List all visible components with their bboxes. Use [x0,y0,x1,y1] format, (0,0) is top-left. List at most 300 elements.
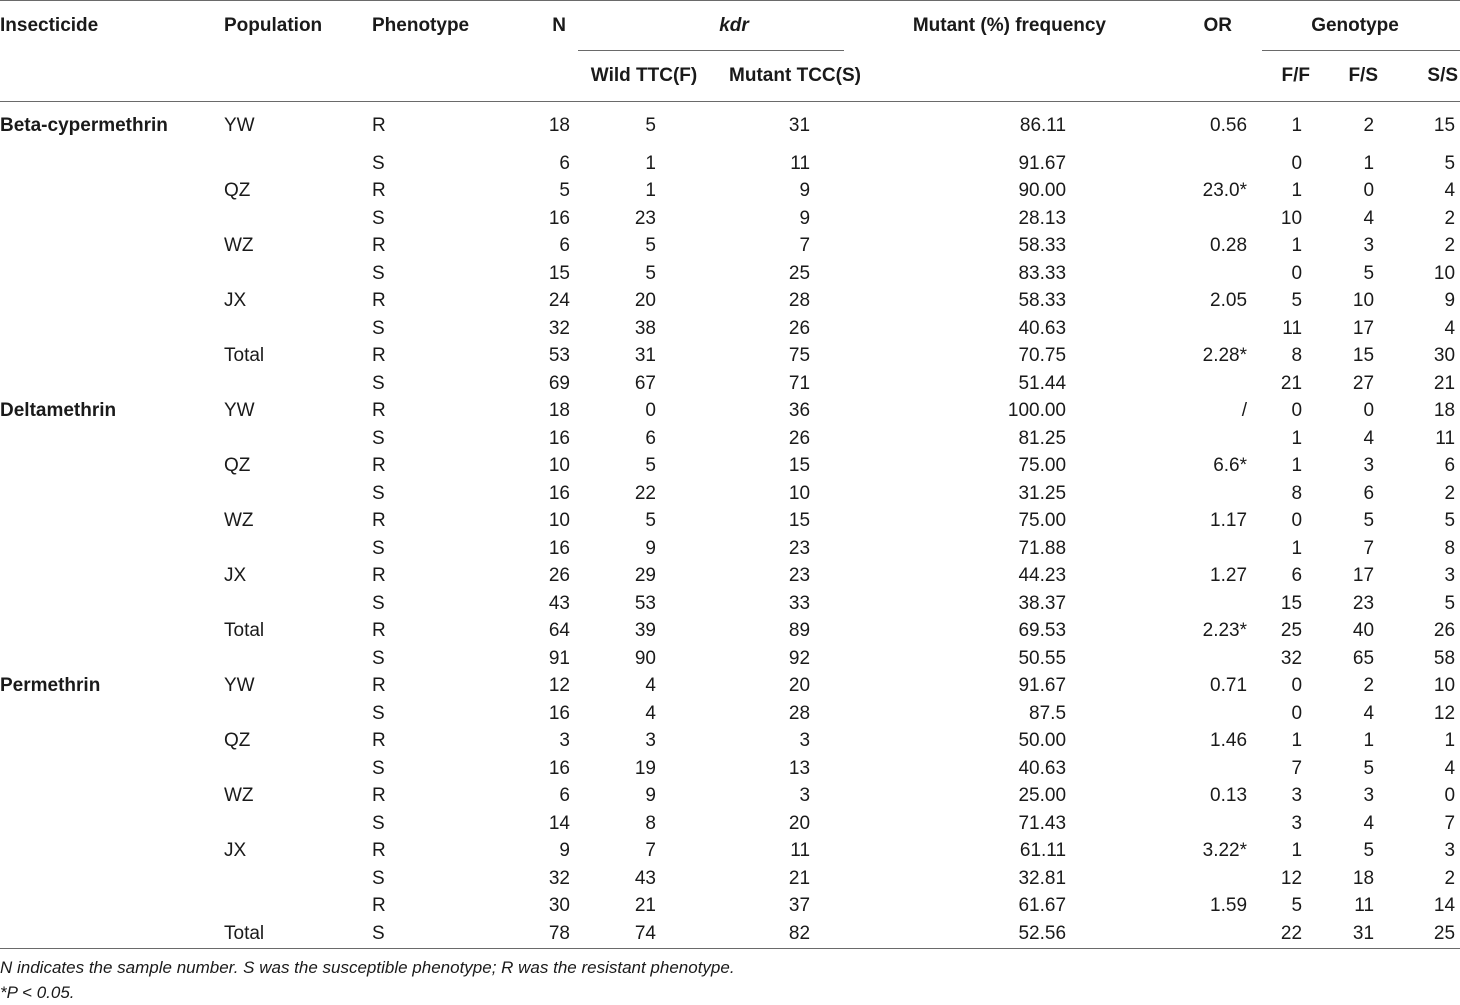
cell-insecticide [0,453,222,481]
cell-or: 1.46 [1210,730,1248,752]
cell-phenotype: S [372,372,385,394]
header-kdr: kdr [719,15,749,36]
cell-mutant: 36 [788,400,811,422]
cell-phenotype: R [372,400,386,422]
table-row [0,233,1460,261]
cell-fs: 5 [1363,510,1375,532]
cell-insecticide [0,728,222,756]
cell-ss: 3 [1444,840,1456,862]
cell-phenotype: S [372,317,385,339]
cell-insecticide [0,810,222,838]
cell-mutant: 89 [788,620,811,642]
cell-frequency: 90.00 [1018,180,1067,202]
cell-n: 78 [490,920,570,948]
cell-ff: 1 [1291,730,1303,752]
cell-frequency: 44.23 [1018,565,1067,587]
cell-insecticide: Permethrin [0,675,101,697]
cell-frequency: 61.67 [1018,895,1067,917]
cell-fs: 3 [1363,235,1375,257]
cell-mutant: 9 [799,207,811,229]
cell-ss: 21 [1433,372,1456,394]
cell-ss: 25 [1398,920,1460,948]
cell-fs: 31 [1320,920,1398,948]
cell-phenotype: R [372,455,386,477]
cell-ss: 6 [1444,455,1456,477]
cell-mutant: 71 [788,372,811,394]
cell-ss: 5 [1444,510,1456,532]
cell-or [1140,590,1250,618]
header-genotype-group [1250,1,1460,52]
cell-ff: 5 [1291,895,1303,917]
cell-n: 26 [548,565,570,587]
cell-ss: 2 [1444,482,1456,504]
cell-phenotype: R [372,565,386,587]
cell-population [222,370,372,398]
cell-ff: 1 [1291,115,1303,136]
header-or: OR [1203,15,1233,36]
cell-ff: 12 [1280,867,1303,889]
cell-n: 16 [548,537,570,559]
cell-ss: 12 [1433,702,1456,724]
cell-population [222,810,372,838]
cell-wild: 5 [645,510,656,532]
cell-wild: 23 [634,207,656,229]
cell-wild: 38 [634,317,656,339]
cell-n: 91 [548,647,570,669]
cell-wild: 4 [645,702,656,724]
cell-fs: 1 [1363,730,1375,752]
cell-mutant: 20 [788,675,811,697]
cell-population: QZ [224,180,251,202]
table-row [0,150,1460,178]
cell-or [1140,425,1250,453]
cell-ff: 1 [1291,455,1303,477]
table-row [0,755,1460,783]
cell-ss: 14 [1433,895,1456,917]
cell-or: 2.28* [1202,345,1248,367]
cell-ff: 25 [1280,620,1303,642]
header-kdr-group [570,1,890,52]
cell-ff: 1 [1291,235,1303,257]
cell-n: 10 [548,455,570,477]
cell-population [222,315,372,343]
cell-fs: 65 [1352,647,1375,669]
cell-wild: 6 [645,427,656,449]
header-fs: F/S [1348,65,1379,86]
cell-population: JX [224,565,247,587]
cell-ff: 0 [1291,510,1303,532]
cell-population [222,425,372,453]
cell-insecticide [0,315,222,343]
cell-n: 5 [559,180,570,202]
cell-fs: 27 [1352,372,1375,394]
cell-ff: 3 [1291,812,1303,834]
cell-frequency: 61.11 [1019,840,1067,862]
table-body [0,102,1460,949]
cell-or [1140,315,1250,343]
cell-or: 0.28 [1210,235,1248,257]
cell-population: WZ [224,510,254,532]
cell-insecticide [0,343,222,371]
cell-wild: 7 [645,840,656,862]
cell-insecticide [0,893,222,921]
cell-frequency: 58.33 [1018,235,1067,257]
cell-fs: 4 [1363,427,1375,449]
cell-n: 18 [548,115,570,136]
cell-population: JX [224,840,247,862]
cell-fs: 4 [1363,207,1375,229]
cell-phenotype: S [372,482,385,504]
table-row [0,590,1460,618]
cell-n: 16 [548,482,570,504]
cell-or [1140,810,1250,838]
table-row [0,508,1460,536]
cell-wild: 53 [634,592,656,614]
cell-wild: 3 [645,730,656,752]
header-n: N [552,15,566,36]
cell-mutant: 21 [788,867,811,889]
cell-wild: 67 [634,372,656,394]
cell-n: 6 [559,785,570,807]
table-row [0,810,1460,838]
table-row [0,343,1460,371]
cell-frequency: 32.81 [1018,867,1067,889]
cell-ff: 5 [1291,290,1303,312]
cell-ff: 0 [1291,675,1303,697]
cell-frequency: 87.5 [1029,702,1067,724]
cell-or: 0.71 [1210,675,1248,697]
cell-or: 1.17 [1210,510,1248,532]
cell-insecticide [0,150,222,178]
cell-or: 1.27 [1210,565,1248,587]
cell-fs: 4 [1363,702,1375,724]
cell-ff: 0 [1291,400,1303,422]
table-row [0,893,1460,921]
cell-insecticide [0,535,222,563]
cell-frequency: 38.37 [1018,592,1067,614]
table-row [0,673,1460,701]
cell-n: 32 [548,867,570,889]
cell-ff: 10 [1280,207,1303,229]
cell-n: 24 [548,290,570,312]
cell-n: 43 [548,592,570,614]
cell-ss: 10 [1433,675,1456,697]
cell-wild: 90 [634,647,656,669]
cell-population: JX [224,290,247,312]
cell-ss: 4 [1444,180,1456,202]
cell-population [222,535,372,563]
cell-phenotype: S [372,920,490,948]
cell-n: 6 [559,152,570,174]
cell-ff: 11 [1282,317,1303,339]
cell-insecticide [0,233,222,261]
cell-or [1140,205,1250,233]
cell-n: 53 [548,345,570,367]
cell-mutant: 11 [790,152,811,174]
cell-frequency: 91.67 [1018,152,1067,174]
cell-ff: 15 [1280,592,1303,614]
cell-fs: 4 [1363,812,1375,834]
kdr-group-rule [578,50,844,51]
cell-n: 16 [548,427,570,449]
cell-population: Total [224,620,265,642]
header-mutant: Mutant TCC(S) [729,65,861,86]
header-wild: Wild TTC(F) [590,65,698,86]
cell-fs: 1 [1363,152,1375,174]
cell-mutant: 13 [788,757,811,779]
cell-phenotype: R [372,840,386,862]
table-row [0,425,1460,453]
cell-ss: 3 [1444,565,1456,587]
cell-ff: 6 [1291,565,1303,587]
table-row [0,205,1460,233]
cell-phenotype: S [372,427,385,449]
cell-wild: 5 [645,235,656,257]
cell-or [1140,700,1250,728]
cell-mutant: 10 [788,482,811,504]
cell-insecticide [0,178,222,206]
cell-frequency: 50.55 [1018,647,1067,669]
cell-or: 2.23* [1202,620,1248,642]
cell-fs: 11 [1354,895,1375,917]
cell-population: Total [224,345,265,367]
header-phenotype: Phenotype [372,15,470,36]
cell-phenotype: S [372,867,385,889]
cell-or: 0.56 [1210,115,1248,136]
cell-phenotype: R [372,620,386,642]
cell-n: 16 [548,207,570,229]
table-row [0,398,1460,426]
cell-phenotype: R [372,115,386,136]
cell-wild: 0 [645,400,656,422]
cell-population: WZ [224,235,254,257]
cell-insecticide: Beta-cypermethrin [0,115,168,136]
cell-n: 6 [559,235,570,257]
cell-or [1140,865,1250,893]
cell-phenotype: S [372,592,385,614]
cell-frequency: 51.44 [1018,372,1067,394]
cell-ss: 10 [1433,262,1456,284]
table-row [0,645,1460,673]
cell-phenotype: S [372,207,385,229]
cell-wild: 9 [645,537,656,559]
cell-frequency: 70.75 [1018,345,1067,367]
table-header [0,1,1460,102]
cell-n: 14 [548,812,570,834]
cell-wild: 19 [634,757,656,779]
table-footnotes [0,955,735,1005]
cell-phenotype: S [372,647,385,669]
header-ss: S/S [1427,65,1459,86]
genotype-group-rule [1262,50,1460,51]
cell-phenotype: R [372,675,386,697]
cell-population [222,755,372,783]
cell-insecticide [0,700,222,728]
cell-phenotype: R [372,345,386,367]
cell-fs: 10 [1352,290,1375,312]
cell-or: 3.22* [1202,840,1248,862]
table-row [0,728,1460,756]
cell-frequency: 69.53 [1018,620,1067,642]
cell-ss: 15 [1433,115,1456,136]
cell-wild: 5 [645,262,656,284]
cell-wild: 43 [634,867,656,889]
header-insecticide: Insecticide [0,15,99,36]
cell-phenotype: S [372,152,385,174]
footnote-significance: *P < 0.05. [0,983,75,1002]
cell-mutant: 20 [788,812,811,834]
cell-insecticide [0,920,222,948]
cell-mutant: 15 [788,510,811,532]
cell-or: / [1241,400,1248,422]
cell-fs: 2 [1363,675,1375,697]
cell-phenotype: S [372,537,385,559]
table-row [0,370,1460,398]
table-row [0,838,1460,866]
cell-frequency: 40.63 [1018,317,1067,339]
cell-or: 2.05 [1210,290,1248,312]
cell-wild: 39 [634,620,656,642]
cell-ss: 0 [1444,785,1456,807]
cell-frequency: 25.00 [1018,785,1067,807]
header-blank [372,51,490,102]
cell-ff: 1 [1291,840,1303,862]
cell-insecticide [0,480,222,508]
cell-fs: 2 [1363,115,1375,136]
cell-frequency: 40.63 [1018,757,1067,779]
cell-ff: 32 [1280,647,1303,669]
header-blank [890,51,1140,102]
cell-ss: 9 [1444,290,1456,312]
cell-mutant: 23 [788,537,811,559]
cell-ss: 58 [1433,647,1456,669]
cell-n: 9 [559,840,570,862]
cell-wild: 29 [634,565,656,587]
cell-ff: 7 [1291,757,1303,779]
cell-frequency: 50.00 [1018,730,1067,752]
cell-frequency: 71.43 [1018,812,1067,834]
cell-n: 12 [548,675,570,697]
cell-mutant: 23 [788,565,811,587]
cell-insecticide [0,508,222,536]
table-row [0,700,1460,728]
cell-phenotype: R [372,180,386,202]
cell-population: YW [224,115,255,136]
cell-frequency: 83.33 [1018,262,1067,284]
header-ff: F/F [1281,65,1311,86]
cell-insecticide [0,838,222,866]
cell-population [222,205,372,233]
cell-frequency: 75.00 [1018,510,1067,532]
cell-n: 15 [548,262,570,284]
cell-fs: 3 [1363,785,1375,807]
cell-mutant: 75 [788,345,811,367]
cell-wild: 21 [634,895,656,917]
cell-frequency: 31.25 [1018,482,1067,504]
header-population: Population [224,15,323,36]
cell-population: QZ [224,455,251,477]
cell-ss: 18 [1433,400,1456,422]
table-row [0,563,1460,591]
table-row [0,315,1460,343]
cell-population [222,865,372,893]
table-row [0,920,1460,948]
cell-ff: 0 [1291,702,1303,724]
cell-insecticide [0,783,222,811]
table-row [0,453,1460,481]
cell-n: 16 [548,702,570,724]
cell-ff: 8 [1291,482,1303,504]
cell-population: QZ [224,730,251,752]
cell-fs: 5 [1363,840,1375,862]
cell-or [1140,150,1250,178]
cell-phenotype: R [372,510,386,532]
cell-wild: 8 [645,812,656,834]
cell-wild: 20 [634,290,656,312]
footnote-definitions: N indicates the sample number. S was the susceptible phenotype; R was the resistant phenotype. [0,958,735,977]
cell-or [1140,920,1250,948]
table-row [0,288,1460,316]
cell-fs: 5 [1363,757,1375,779]
cell-mutant: 3 [799,730,811,752]
cell-mutant: 92 [788,647,811,669]
cell-insecticide [0,288,222,316]
cell-fs: 0 [1363,180,1375,202]
cell-phenotype: R [372,730,386,752]
cell-fs: 7 [1363,537,1375,559]
cell-ff: 0 [1291,152,1303,174]
cell-fs: 23 [1352,592,1375,614]
cell-n: 69 [548,372,570,394]
cell-ss: 4 [1444,317,1456,339]
cell-or [1140,480,1250,508]
cell-population [222,150,372,178]
cell-wild: 4 [645,675,656,697]
cell-or [1140,645,1250,673]
cell-wild: 31 [634,345,656,367]
header-genotype: Genotype [1311,15,1399,36]
cell-frequency: 71.88 [1018,537,1067,559]
cell-mutant: 11 [790,840,811,862]
cell-wild: 9 [645,785,656,807]
cell-population [222,480,372,508]
cell-population: Total [222,920,372,948]
cell-fs: 0 [1363,400,1375,422]
header-mutant-frequency: Mutant (%) frequency [912,15,1107,36]
cell-wild: 5 [645,115,656,136]
cell-population [222,590,372,618]
cell-ss: 1 [1444,730,1456,752]
cell-ss: 4 [1444,757,1456,779]
cell-ss: 7 [1444,812,1456,834]
cell-ss: 2 [1444,207,1456,229]
table-row [0,260,1460,288]
cell-population: YW [224,675,255,697]
cell-mutant: 28 [788,702,811,724]
cell-or: 1.59 [1210,895,1248,917]
cell-ff: 22 [1250,920,1320,948]
cell-frequency: 81.25 [1018,427,1067,449]
cell-fs: 15 [1352,345,1375,367]
header-blank [1140,51,1250,102]
cell-insecticide [0,755,222,783]
cell-phenotype: S [372,757,385,779]
cell-ss: 5 [1444,152,1456,174]
cell-wild: 5 [645,455,656,477]
cell-ss: 8 [1444,537,1456,559]
cell-mutant: 26 [788,427,811,449]
cell-mutant: 3 [799,785,811,807]
